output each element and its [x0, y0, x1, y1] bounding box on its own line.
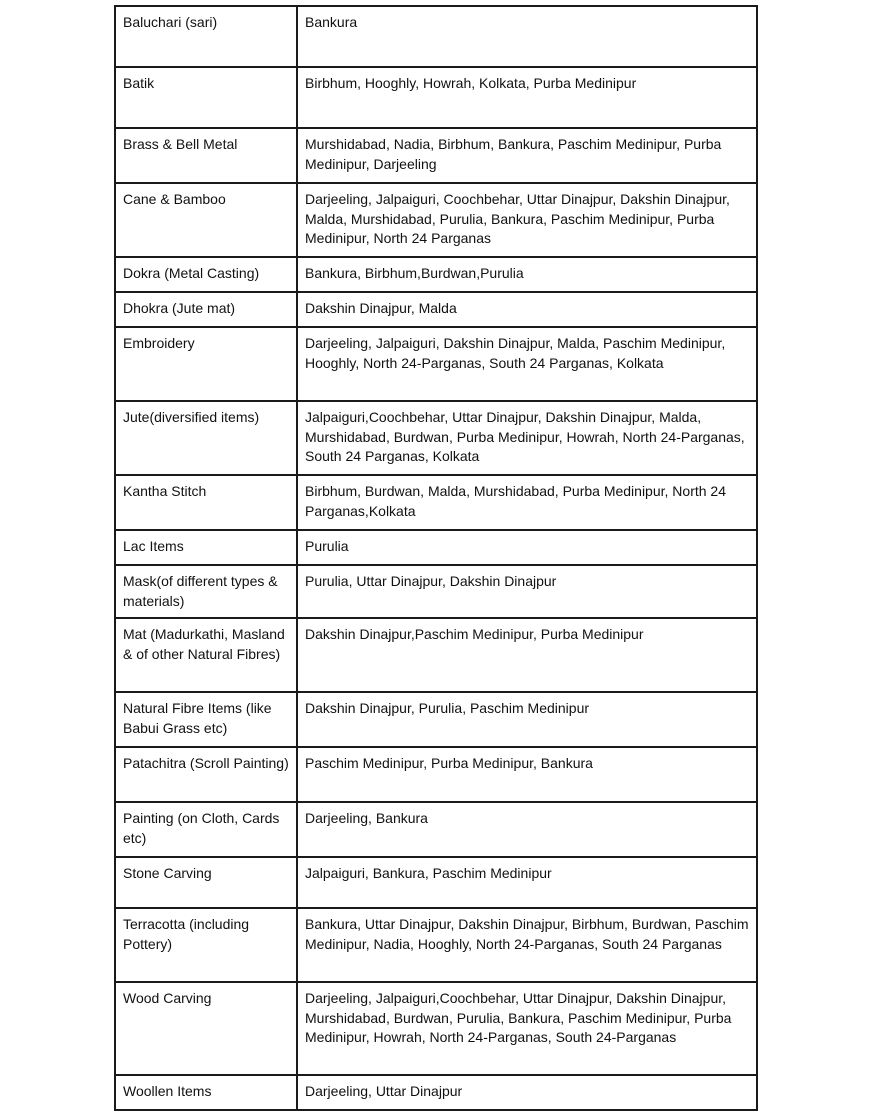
- crafts-districts-table: [114, 5, 758, 1111]
- craft-cell: Brass & Bell Metal: [115, 128, 297, 183]
- table-row: [115, 857, 757, 908]
- table-row: [115, 1075, 757, 1110]
- districts-cell: Dakshin Dinajpur, Malda: [297, 292, 757, 327]
- table-row: [115, 618, 757, 692]
- table-row: [115, 747, 757, 802]
- districts-cell: Dakshin Dinajpur, Purulia, Paschim Medinipur: [297, 692, 757, 747]
- table-row: [115, 67, 757, 128]
- craft-cell: Kantha Stitch: [115, 475, 297, 530]
- table-row: [115, 982, 757, 1075]
- districts-cell: Darjeeling, Bankura: [297, 802, 757, 857]
- table-row: [115, 802, 757, 857]
- districts-cell: Darjeeling, Jalpaiguri, Dakshin Dinajpur, Malda, Paschim Medinipur, Hooghly, North 24-Parganas, South 24 Parganas, Kolkata: [297, 327, 757, 401]
- districts-cell: Murshidabad, Nadia, Birbhum, Bankura, Paschim Medinipur, Purba Medinipur, Darjeeling: [297, 128, 757, 183]
- craft-cell: Wood Carving: [115, 982, 297, 1075]
- districts-cell: Darjeeling, Uttar Dinajpur: [297, 1075, 757, 1110]
- table-row: [115, 475, 757, 530]
- districts-cell: Jalpaiguri,Coochbehar, Uttar Dinajpur, Dakshin Dinajpur, Malda, Murshidabad, Burdwan, Purba Medinipur, Howrah, North 24-Parganas, South 24 Parganas, Kolkata: [297, 401, 757, 475]
- craft-cell: Natural Fibre Items (like Babui Grass etc): [115, 692, 297, 747]
- craft-cell: Stone Carving: [115, 857, 297, 908]
- craft-cell: Dokra (Metal Casting): [115, 257, 297, 292]
- table-row: [115, 327, 757, 401]
- craft-cell: Batik: [115, 67, 297, 128]
- craft-cell: Dhokra (Jute mat): [115, 292, 297, 327]
- districts-cell: Bankura, Birbhum,Burdwan,Purulia: [297, 257, 757, 292]
- craft-cell: Patachitra (Scroll Painting): [115, 747, 297, 802]
- craft-cell: Painting (on Cloth, Cards etc): [115, 802, 297, 857]
- districts-cell: Darjeeling, Jalpaiguri,Coochbehar, Uttar Dinajpur, Dakshin Dinajpur, Murshidabad, Burdwan, Purulia, Bankura, Paschim Medinipur, Purba Medinipur, Howrah, North 24-Parganas, South 24-Parganas: [297, 982, 757, 1075]
- table-row: [115, 183, 757, 257]
- craft-cell: Mat (Madurkathi, Masland & of other Natural Fibres): [115, 618, 297, 692]
- table-row: [115, 6, 757, 67]
- districts-cell: Birbhum, Burdwan, Malda, Murshidabad, Purba Medinipur, North 24 Parganas,Kolkata: [297, 475, 757, 530]
- districts-cell: Purulia: [297, 530, 757, 565]
- craft-cell: Terracotta (including Pottery): [115, 908, 297, 982]
- table-row: [115, 401, 757, 475]
- districts-cell: Jalpaiguri, Bankura, Paschim Medinipur: [297, 857, 757, 908]
- craft-cell: Baluchari (sari): [115, 6, 297, 67]
- districts-cell: Purulia, Uttar Dinajpur, Dakshin Dinajpur: [297, 565, 757, 618]
- craft-cell: Embroidery: [115, 327, 297, 401]
- districts-cell: Bankura: [297, 6, 757, 67]
- table-row: [115, 530, 757, 565]
- table-row: [115, 692, 757, 747]
- craft-cell: Woollen Items: [115, 1075, 297, 1110]
- districts-cell: Birbhum, Hooghly, Howrah, Kolkata, Purba Medinipur: [297, 67, 757, 128]
- craft-cell: Lac Items: [115, 530, 297, 565]
- table-row: [115, 257, 757, 292]
- craft-cell: Cane & Bamboo: [115, 183, 297, 257]
- table-row: [115, 908, 757, 982]
- districts-cell: Darjeeling, Jalpaiguri, Coochbehar, Uttar Dinajpur, Dakshin Dinajpur, Malda, Murshidabad, Purulia, Bankura, Paschim Medinipur, Purba Medinipur, North 24 Parganas: [297, 183, 757, 257]
- craft-cell: Mask(of different types & materials): [115, 565, 297, 618]
- districts-cell: Paschim Medinipur, Purba Medinipur, Bankura: [297, 747, 757, 802]
- districts-cell: Bankura, Uttar Dinajpur, Dakshin Dinajpur, Birbhum, Burdwan, Paschim Medinipur, Nadia, Hooghly, North 24-Parganas, South 24 Parganas: [297, 908, 757, 982]
- table-row: [115, 565, 757, 618]
- table-body: [115, 6, 757, 1110]
- craft-cell: Jute(diversified items): [115, 401, 297, 475]
- districts-cell: Dakshin Dinajpur,Paschim Medinipur, Purba Medinipur: [297, 618, 757, 692]
- table-row: [115, 292, 757, 327]
- table-row: [115, 128, 757, 183]
